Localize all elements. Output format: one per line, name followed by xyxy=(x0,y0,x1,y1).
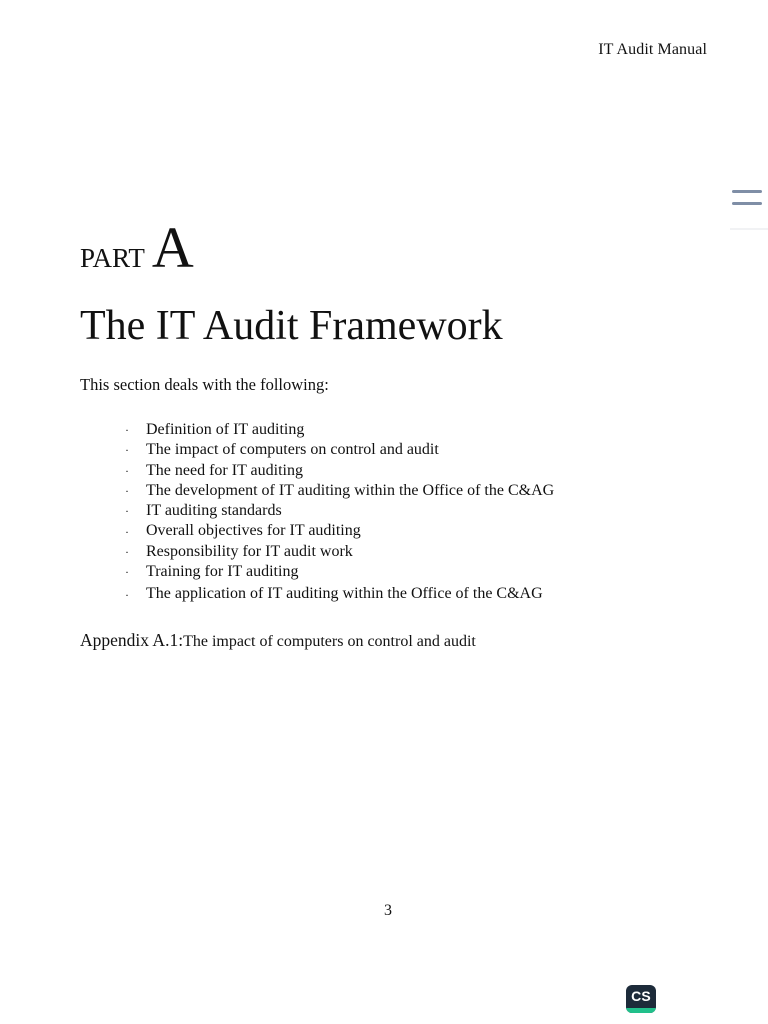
list-item xyxy=(125,501,554,521)
bullet-icon: · xyxy=(125,423,129,438)
list-item xyxy=(125,521,554,541)
list-item-text: Definition of IT auditing xyxy=(146,421,305,438)
list-item xyxy=(125,584,554,604)
list-item-text: The development of IT auditing within the Office of the C&AG xyxy=(146,481,555,499)
appendix-text: The impact of computers on control and audit xyxy=(183,633,476,650)
page-number: 3 xyxy=(384,902,392,919)
list-item-text: The need for IT auditing xyxy=(146,461,303,479)
bullet-icon: · xyxy=(125,443,129,458)
list-item xyxy=(125,461,554,481)
list-item xyxy=(125,420,554,440)
list-item-text: The impact of computers on control and audit xyxy=(146,441,439,459)
list-item-text: The application of IT auditing within the Office of the C&AG xyxy=(146,585,543,603)
list-item-text: IT auditing standards xyxy=(146,502,282,520)
bullet-icon: · xyxy=(125,504,129,519)
camscanner-logo-icon xyxy=(626,985,656,1013)
menu-bar-bottom xyxy=(732,202,762,205)
bullet-icon: · xyxy=(125,587,129,602)
bullet-icon: · xyxy=(125,463,129,478)
menu-bar-top xyxy=(732,190,762,193)
list-item-text: Training for IT auditing xyxy=(146,563,299,581)
list-item-text: Overall objectives for IT auditing xyxy=(146,522,361,540)
menu-shadow xyxy=(730,228,768,230)
bullet-icon: · xyxy=(125,484,129,499)
running-header: IT Audit Manual xyxy=(598,41,707,58)
list-item-text: Responsibility for IT audit work xyxy=(146,542,353,560)
appendix-reference xyxy=(80,630,476,651)
appendix-label: Appendix A.1: xyxy=(80,630,184,650)
list-item xyxy=(125,481,554,501)
list-item xyxy=(125,542,554,562)
hamburger-menu-icon[interactable] xyxy=(730,186,768,230)
logo-stripe xyxy=(626,1008,656,1013)
bullet-icon: · xyxy=(125,565,129,580)
logo-text: CS xyxy=(631,988,651,1004)
part-letter: A xyxy=(151,215,194,280)
topic-list xyxy=(125,420,554,605)
list-item xyxy=(125,562,554,582)
list-item xyxy=(125,440,554,460)
bullet-icon: · xyxy=(125,544,129,559)
intro-text: This section deals with the following: xyxy=(80,375,329,394)
bullet-icon: · xyxy=(125,524,129,539)
page-title: The IT Audit Framework xyxy=(80,303,503,349)
part-heading xyxy=(80,214,194,281)
part-word: PART xyxy=(80,243,145,273)
